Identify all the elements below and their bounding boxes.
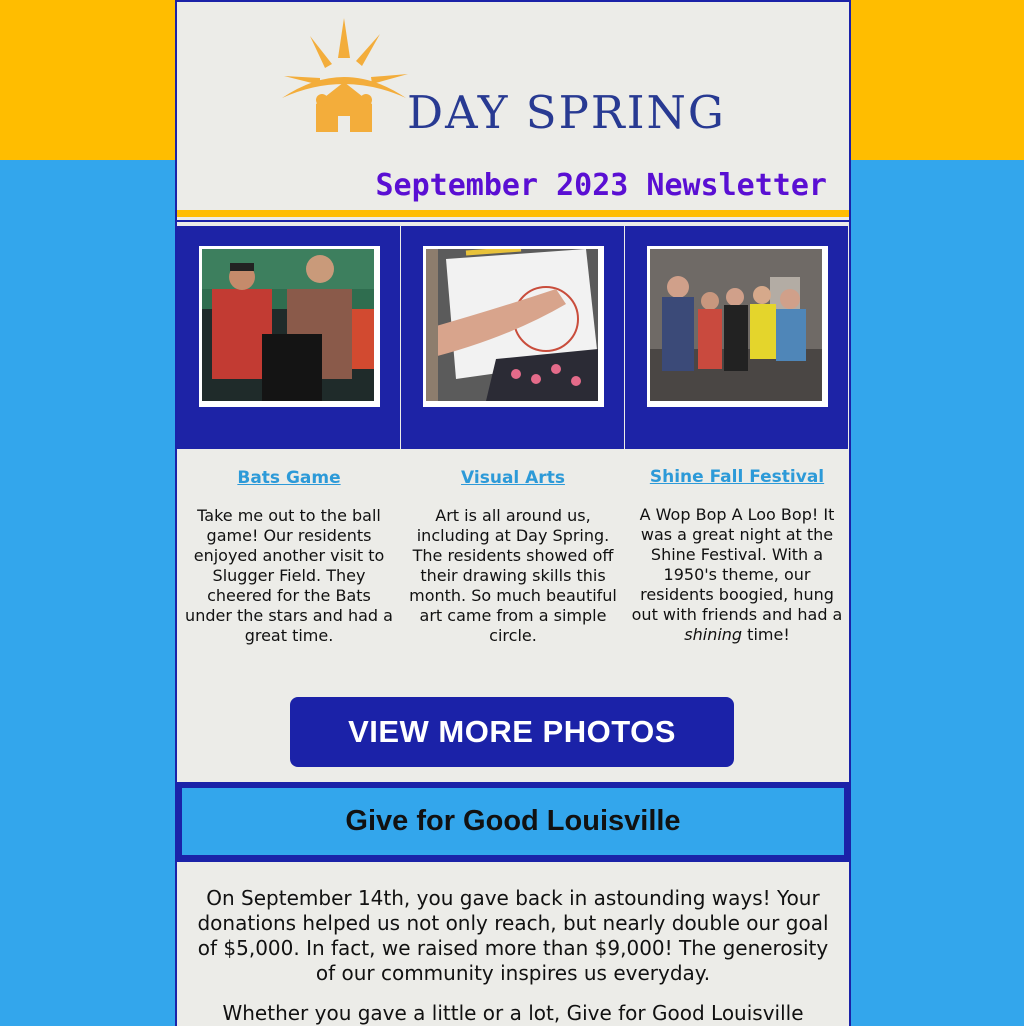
view-more-photos-button[interactable]: VIEW MORE PHOTOS [290,697,734,767]
brand-name: DAY SPRING [407,86,726,139]
give-paragraph: Whether you gave a little or a lot, Give for Good Louisville [222,1001,804,1025]
gold-divider [177,210,849,217]
bats-game-photo[interactable] [202,249,374,401]
give-paragraph: On September 14th, you gave back in astounding ways! Your donations helped us not only reach, but nearly double our goal of $5,000. In fact, we raised more than $9,000! The generosity of our community inspires us everyday. [197,886,829,985]
photo-cell-art [401,226,624,449]
give-banner [177,782,849,862]
newsletter-title: September 2023 Newsletter [375,168,827,203]
navy-divider [177,220,849,222]
story-text: A Wop Bop A Loo Bop! It was a great night at the Shine Festival. With a 1950's theme, our residents boogied, hung out with friends and had a shining time! [631,505,843,644]
give-body [191,886,835,1026]
shine-festival-photo[interactable] [650,249,822,401]
photo-cell-festival [625,226,848,449]
story-text: Art is all around us, including at Day Spring. The residents showed off their drawing skills this month. So much beautiful art came from a simple circle. [409,506,617,645]
story-bats [183,468,395,646]
story-title-link[interactable]: Shine Fall Festival [649,467,825,487]
story-title-link[interactable]: Visual Arts [461,468,565,488]
story-text: Take me out to the ball game! Our residents enjoyed another visit to Slugger Field. They cheered for the Bats under the stars and had a great time. [185,506,393,645]
photo-row [177,226,849,450]
give-heading: Give for Good Louisville [182,788,844,855]
story-art [407,468,619,646]
newsletter-card [175,0,851,1026]
visual-arts-photo[interactable] [426,249,598,401]
story-festival [631,467,843,645]
photo-cell-bats [177,226,400,449]
story-title-link[interactable]: Bats Game [237,468,341,488]
